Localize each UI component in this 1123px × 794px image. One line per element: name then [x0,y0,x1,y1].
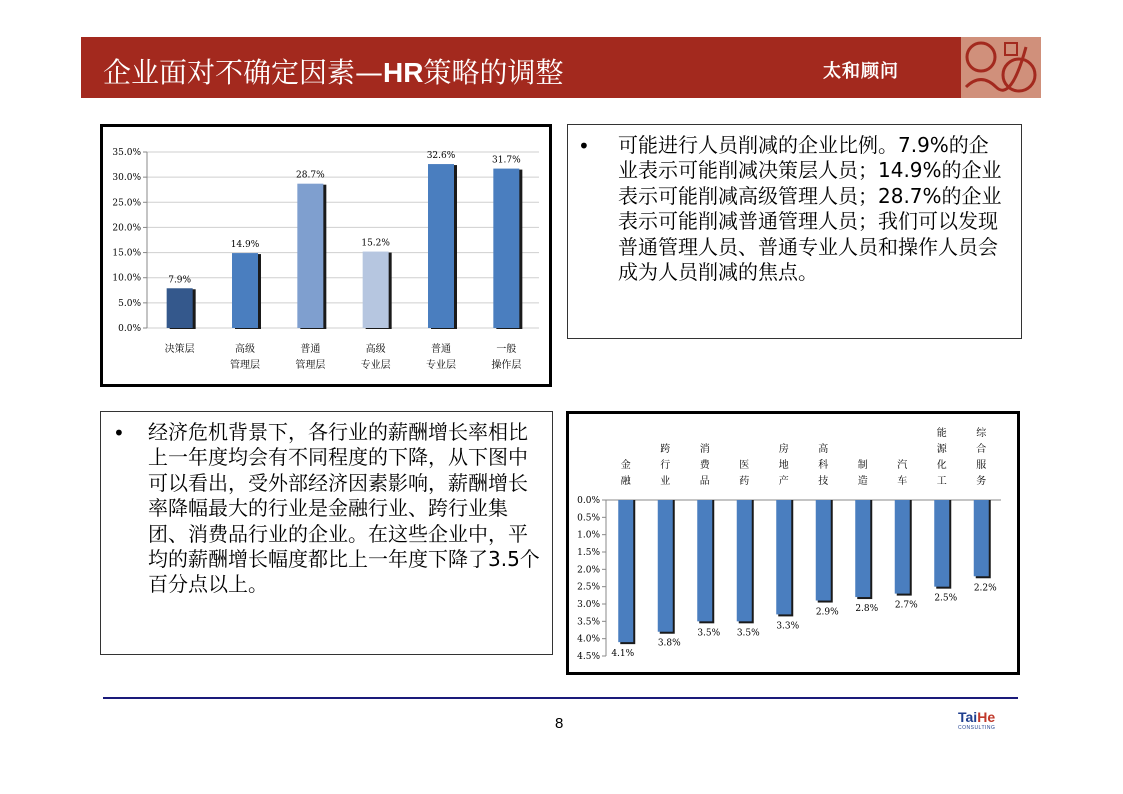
category-label: 高级 [365,344,386,355]
data-label: 2.2% [973,583,997,594]
y-tick-label: 10.0% [112,273,141,284]
data-label: 3.5% [697,628,721,639]
category-label: 综 [976,428,987,439]
category-label: 药 [739,476,750,487]
category-label: 融 [620,476,631,487]
category-label: 专业层 [360,360,391,371]
category-label: 服 [976,460,987,471]
category-label: 高级 [235,344,255,355]
category-label: 管理层 [295,360,326,371]
category-label: 科 [818,460,829,471]
data-label: 4.1% [611,649,635,660]
category-label: 车 [897,476,908,487]
bar [934,500,949,587]
category-label: 汽 [897,460,908,471]
page-title: 企业面对不确定因素—HR策略的调整 [103,56,564,89]
bar [697,500,712,621]
category-label: 操作层 [491,360,522,371]
y-tick-label: 15.0% [112,248,141,259]
header-banner [81,37,1041,98]
pattern-graphic [961,37,1041,98]
y-tick-label: 0.0% [118,324,141,334]
category-label: 化 [936,460,947,471]
layoff-rate-chart-svg [103,127,549,384]
bullet-marker: • [578,134,590,158]
data-label: 2.7% [894,600,918,611]
salary-paragraph: 经济危机背景下，各行业的薪酬增长率相比上一年度均会有不同程度的下降，从下图中可以看出，受外部经济因素影响，薪酬增长率降幅最大的行业是金融行业、跨行业集团、消费品行业的企业。在这些企业中，平均的薪酬增长幅度都比上一年度下降了3.5个百分点以上。 [148,420,540,597]
data-label: 31.7% [492,155,521,166]
category-label: 产 [778,476,789,487]
data-label: 7.9% [168,275,192,286]
data-label: 3.3% [776,621,800,632]
footer-divider [103,697,1018,699]
y-tick-label: 0.0% [577,496,600,506]
y-tick-label: 30.0% [112,173,141,184]
y-tick-label: 3.5% [577,617,600,628]
category-label: 费 [699,460,710,471]
layoff-text-box [567,124,1022,339]
category-label: 普通 [431,344,451,355]
bar [658,500,673,632]
decorative-pattern-icon [961,37,1041,98]
bar [363,252,389,328]
data-label: 3.5% [736,628,760,639]
bar [167,288,193,328]
y-tick-label: 2.0% [577,565,600,576]
y-tick-label: 3.0% [577,600,600,610]
brand-name-main: Tai [958,709,978,725]
salary-text-box [100,411,553,655]
bar [895,500,910,594]
category-label: 能 [936,428,947,439]
category-label: 管理层 [230,360,260,371]
category-label: 源 [936,444,947,455]
category-label: 品 [699,476,710,487]
data-label: 2.9% [815,607,839,618]
category-label: 一般 [496,344,517,355]
bar [974,500,989,576]
category-label: 金 [620,460,631,471]
y-tick-label: 0.5% [577,513,600,524]
category-label: 普通 [300,344,321,355]
taihe-consulting-logo [958,709,1008,735]
salary-decline-chart [566,411,1020,675]
layoff-paragraph: 可能进行人员削减的企业比例。7.9%的企业表示可能削减决策层人员；14.9%的企业表示可能削减高级管理人员；28.7%的企业表示可能削减普通管理人员；我们可以发现普通管理人员、普通专业人员和操作人员会成为人员削减的焦点。 [618,133,1002,285]
category-label: 造 [857,476,868,487]
data-label: 2.8% [855,604,879,615]
category-label: 消 [699,444,710,455]
taihe-logo-text: 太和顾问 [823,61,899,82]
bar [297,184,323,328]
category-label: 工 [936,476,947,487]
brand-name [958,709,1008,725]
category-label: 专业层 [426,360,456,371]
y-tick-label: 4.0% [577,634,600,645]
category-label: 务 [976,476,987,487]
y-tick-label: 20.0% [112,223,141,234]
y-tick-label: 4.5% [577,652,600,662]
bar [855,500,870,597]
brand-name-accent: He [977,709,996,725]
y-tick-label: 25.0% [112,198,141,209]
category-label: 高 [818,444,829,455]
category-label: 房 [778,444,789,455]
data-label: 3.8% [657,638,681,649]
bar [776,500,791,614]
category-label: 地 [778,460,789,471]
category-label: 医 [739,460,750,471]
category-label: 技 [818,476,829,487]
y-tick-label: 5.0% [118,298,141,309]
brand-subtitle: CONSULTING [958,725,996,731]
bar [232,253,258,328]
category-label: 合 [976,444,987,455]
y-tick-label: 2.5% [577,582,600,593]
bar [737,500,752,621]
category-label: 决策层 [164,344,195,355]
data-label: 14.9% [230,240,260,251]
bar [618,500,633,642]
y-tick-label: 1.0% [577,530,600,541]
bar [816,500,831,601]
data-label: 28.7% [296,170,325,181]
y-tick-label: 35.0% [112,148,141,158]
layoff-rate-chart [100,124,552,387]
salary-decline-chart-svg [569,414,1017,672]
data-label: 15.2% [361,238,390,249]
category-label: 制 [857,460,868,471]
data-label: 32.6% [426,151,456,162]
bar [428,164,454,328]
data-label: 2.5% [934,593,958,604]
category-label: 业 [660,476,671,487]
y-tick-label: 1.5% [577,548,600,558]
page-number: 8 [555,715,564,732]
category-label: 行 [660,460,671,471]
category-label: 跨 [660,444,671,455]
bullet-marker: • [113,421,125,445]
bar [493,169,519,328]
